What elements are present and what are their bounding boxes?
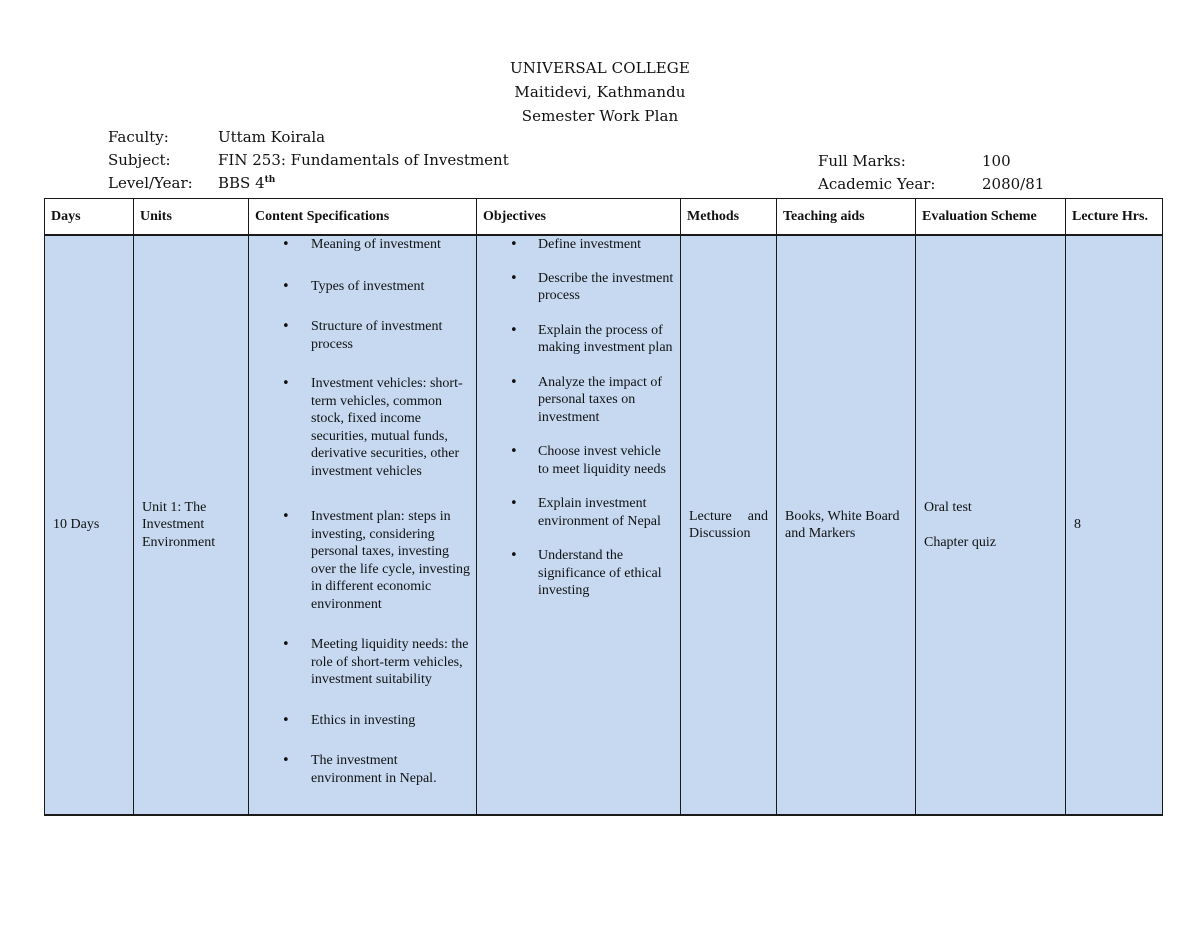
- objective-item: • Describe the investment process: [477, 270, 674, 305]
- level-value-sup: th: [264, 175, 276, 185]
- header-content: Content Specifications: [249, 199, 477, 236]
- document-header: [0, 56, 1200, 128]
- cell-teaching-aids: Books, White Board and Markers: [777, 235, 916, 815]
- header-days: Days: [45, 199, 134, 236]
- evaluation-item: Chapter quiz: [924, 535, 996, 550]
- full-marks-value: 100: [982, 152, 1011, 170]
- content-item: • Meeting liquidity needs: the role of short-term vehicles, investment suitability: [249, 636, 470, 689]
- course-meta-right: [818, 150, 1044, 196]
- document-title: Semester Work Plan: [521, 107, 679, 125]
- cell-unit: Unit 1: The Investment Environment: [134, 235, 249, 815]
- academic-year-row: [818, 173, 1044, 196]
- content-item: • Ethics in investing: [249, 712, 470, 730]
- academic-year-value: 2080/81: [982, 175, 1045, 193]
- full-marks-label: Full Marks:: [818, 152, 906, 170]
- content-item: • Investment vehicles: short-term vehicles, common stock, fixed income securities, mutual funds, derivative securities, other investment vehicles: [249, 375, 470, 480]
- cell-evaluation: [916, 235, 1066, 815]
- cell-lecture-hrs: 8: [1066, 235, 1163, 815]
- college-location: Maitidevi, Kathmandu: [514, 83, 686, 101]
- content-item: • The investment environment in Nepal.: [249, 752, 470, 787]
- cell-objectives: [477, 235, 681, 815]
- level-value-text: BBS 4: [218, 174, 265, 192]
- cell-content: [249, 235, 477, 815]
- full-marks-row: [818, 150, 1044, 173]
- work-plan-table: [44, 198, 1163, 816]
- content-list: [249, 236, 470, 787]
- objective-item: • Explain the process of making investment plan: [477, 322, 674, 357]
- objective-item: • Analyze the impact of personal taxes on investment: [477, 374, 674, 427]
- evaluation-item: Oral test: [924, 499, 972, 515]
- header-methods: Methods: [681, 199, 777, 236]
- subject-value: FIN 253: Fundamentals of Investment: [218, 151, 509, 169]
- header-units: Units: [134, 199, 249, 236]
- subject-label: Subject:: [108, 151, 171, 169]
- content-item: • Structure of investment process: [249, 318, 470, 353]
- faculty-value: Uttam Koirala: [218, 128, 326, 146]
- level-label: Level/Year:: [108, 174, 193, 192]
- objective-item: • Understand the significance of ethical investing: [477, 547, 674, 600]
- content-item: • Types of investment: [249, 278, 470, 296]
- header-objectives: Objectives: [477, 199, 681, 236]
- header-teaching-aids: Teaching aids: [777, 199, 916, 236]
- faculty-label: Faculty:: [108, 128, 169, 146]
- header-evaluation: Evaluation Scheme: [916, 199, 1066, 236]
- objectives-list: [477, 236, 674, 600]
- level-value: [218, 172, 275, 195]
- cell-methods: Lecture and Discussion: [681, 235, 777, 815]
- table-row: [45, 235, 1163, 815]
- faculty-row: [108, 126, 509, 149]
- header-lecture-hrs: Lecture Hrs.: [1066, 199, 1163, 236]
- course-meta-left: [108, 126, 509, 195]
- subject-row: [108, 149, 509, 172]
- academic-year-label: Academic Year:: [818, 175, 936, 193]
- college-name: UNIVERSAL COLLEGE: [510, 59, 690, 77]
- cell-days: 10 Days: [45, 235, 134, 815]
- objective-item: • Choose invest vehicle to meet liquidity needs: [477, 443, 674, 478]
- content-item: • Meaning of investment: [249, 236, 470, 254]
- table-header-row: [45, 199, 1163, 236]
- content-item: • Investment plan: steps in investing, considering personal taxes, investing over the life cycle, investing in different economic environment: [249, 508, 470, 613]
- level-row: [108, 172, 509, 195]
- objective-item: • Define investment: [477, 236, 674, 254]
- objective-item: • Explain investment environment of Nepal: [477, 495, 674, 530]
